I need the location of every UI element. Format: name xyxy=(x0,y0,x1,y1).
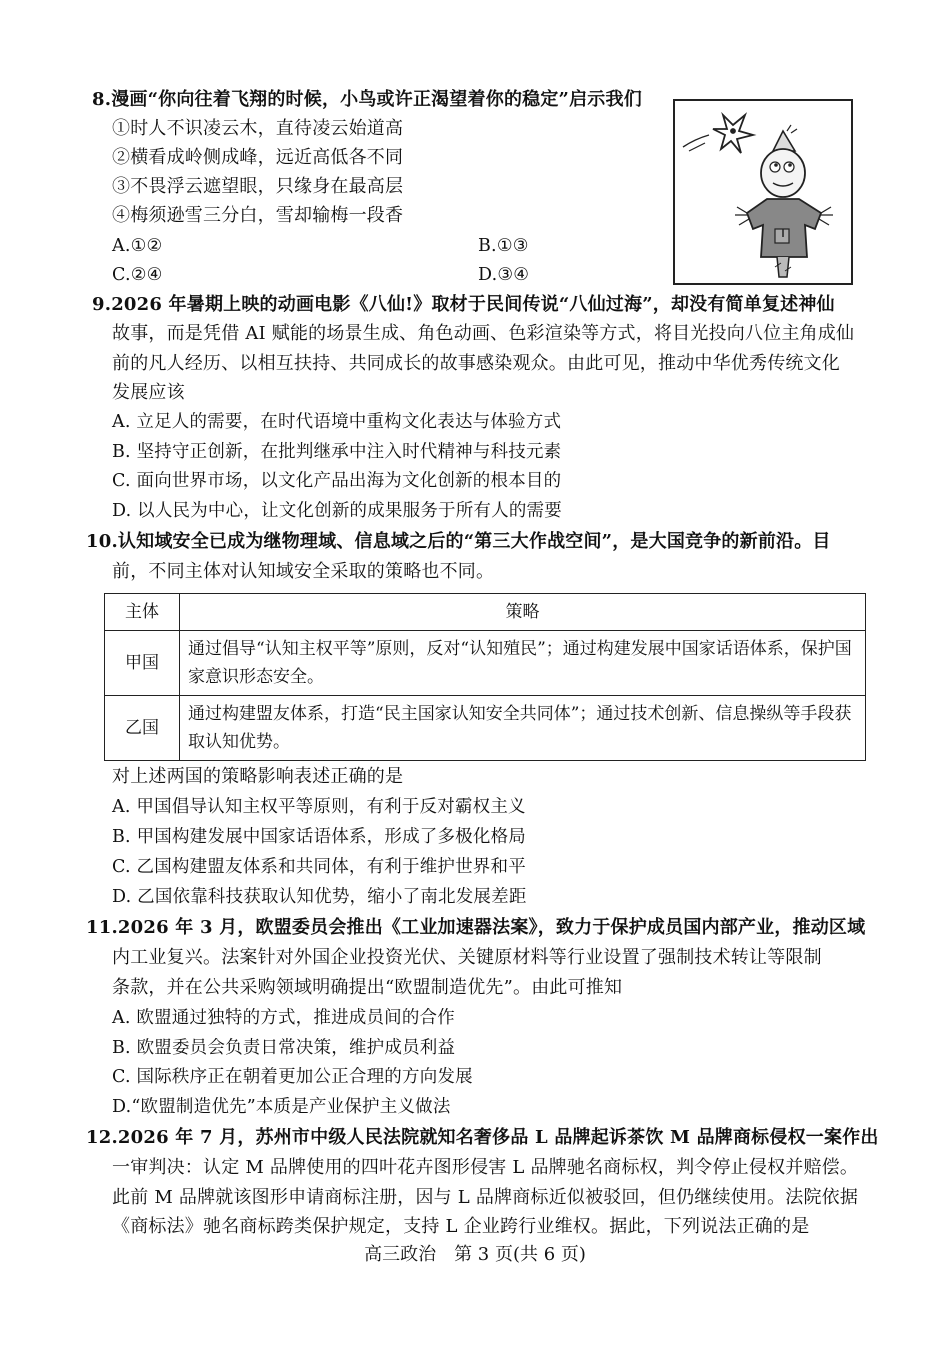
q11-option-a[interactable]: A. 欧盟通过独特的方式，推进成员间的合作 xyxy=(112,1008,455,1028)
q8-option-a[interactable]: A.①② xyxy=(112,236,163,256)
q9-stem-line-2: 故事，而是凭借 AI 赋能的场景生成、角色动画、色彩渲染等方式，将目光投向八位主角成仙 xyxy=(112,323,855,344)
q8-item-3: ③不畏浮云遮望眼，只缘身在最高层 xyxy=(112,176,404,197)
table-cell-subject: 乙国 xyxy=(105,696,180,761)
q10-stem-line-1: 10.认知域安全已成为继物理域、信息域之后的“第三大作战空间”，是大国竞争的新前沿。目 xyxy=(86,531,831,552)
q12-stem-line-2: 一审判决：认定 M 品牌使用的四叶花卉图形侵害 L 品牌驰名商标权，判令停止侵权并赔偿。 xyxy=(112,1157,859,1178)
table-header-strategy: 策略 xyxy=(180,594,866,631)
q9-option-d[interactable]: D. 以人民为中心，让文化创新的成果服务于所有人的需要 xyxy=(112,501,562,521)
q12-stem-line-4: 《商标法》驰名商标跨类保护规定，支持 L 企业跨行业维权。据此，下列说法正确的是 xyxy=(112,1216,810,1237)
q8-item-2: ②横看成岭侧成峰，远近高低各不同 xyxy=(112,147,404,168)
q9-stem-line-4: 发展应该 xyxy=(112,382,185,403)
table-row xyxy=(105,631,866,696)
q10-stem-line-2: 前，不同主体对认知域安全采取的策略也不同。 xyxy=(112,561,495,582)
table-cell-subject: 甲国 xyxy=(105,631,180,696)
q10-question: 对上述两国的策略影响表述正确的是 xyxy=(112,766,404,787)
q8-item-4: ④梅须逊雪三分白，雪却输梅一段香 xyxy=(112,205,404,226)
q9-option-c[interactable]: C. 面向世界市场，以文化产品出海为文化创新的根本目的 xyxy=(112,471,562,491)
bird-icon xyxy=(713,115,753,153)
q8-item-1: ①时人不识凌云木，直待凌云始道高 xyxy=(112,118,404,139)
q12-stem-line-3: 此前 M 品牌就该图形申请商标注册，因与 L 品牌商标近似被驳回，但仍继续使用。法院依据 xyxy=(112,1187,859,1208)
cartoon-illustration xyxy=(673,99,853,285)
q9-stem-line-1: 9.2026 年暑期上映的动画电影《八仙!》取材于民间传说“八仙过海”，却没有简单复述神仙 xyxy=(92,294,835,315)
table-cell-strategy: 通过倡导“认知主权平等”原则，反对“认知殖民”；通过构建发展中国家话语体系，保护国家意识形态安全。 xyxy=(180,631,866,696)
strategy-table xyxy=(104,593,866,761)
q10-option-c[interactable]: C. 乙国构建盟友体系和共同体，有利于维护世界和平 xyxy=(112,857,526,877)
q11-option-d[interactable]: D.“欧盟制造优先”本质是产业保护主义做法 xyxy=(112,1097,451,1117)
q10-option-a[interactable]: A. 甲国倡导认知主权平等原则，有利于反对霸权主义 xyxy=(112,797,526,817)
q9-option-b[interactable]: B. 坚持守正创新，在批判继承中注入时代精神与科技元素 xyxy=(112,442,562,462)
q8-stem: 8.漫画“你向往着飞翔的时候，小鸟或许正渴望着你的稳定”启示我们 xyxy=(92,89,642,110)
q8-option-d[interactable]: D.③④ xyxy=(478,265,530,285)
table-cell-strategy: 通过构建盟友体系，打造“民主国家认知安全共同体”；通过技术创新、信息操纵等手段获取认知优势。 xyxy=(180,696,866,761)
q11-stem-line-2: 内工业复兴。法案针对外国企业投资光伏、关键原材料等行业设置了强制技术转让等限制 xyxy=(112,947,822,968)
q9-option-a[interactable]: A. 立足人的需要，在时代语境中重构文化表达与体验方式 xyxy=(112,412,562,432)
q8-option-b[interactable]: B.①③ xyxy=(478,236,529,256)
table-header-row xyxy=(105,594,866,631)
table-header-subject: 主体 xyxy=(105,594,180,631)
q11-stem-line-3: 条款，并在公共采购领域明确提出“欧盟制造优先”。由此可推知 xyxy=(112,977,623,998)
page-footer: 高三政治 第 3 页(共 6 页) xyxy=(364,1244,586,1265)
q12-stem-line-1: 12.2026 年 7 月，苏州市中级人民法院就知名奢侈品 L 品牌起诉茶饮 M 品牌商标侵权一案作出 xyxy=(86,1127,879,1148)
q11-stem-line-1: 11.2026 年 3 月，欧盟委员会推出《工业加速器法案》，致力于保护成员国内部产业，推动区域 xyxy=(86,917,866,938)
q10-option-d[interactable]: D. 乙国依靠科技获取认知优势，缩小了南北发展差距 xyxy=(112,887,527,907)
q11-option-b[interactable]: B. 欧盟委员会负责日常决策，维护成员利益 xyxy=(112,1038,456,1058)
table-row xyxy=(105,696,866,761)
q10-option-b[interactable]: B. 甲国构建发展中国家话语体系，形成了多极化格局 xyxy=(112,827,526,847)
q9-stem-line-3: 前的凡人经历、以相互扶持、共同成长的故事感染观众。由此可见，推动中华优秀传统文化 xyxy=(112,353,840,374)
scarecrow-bird-drawing xyxy=(675,101,851,283)
q8-option-c[interactable]: C.②④ xyxy=(112,265,163,285)
q11-option-c[interactable]: C. 国际秩序正在朝着更加公正合理的方向发展 xyxy=(112,1067,473,1087)
